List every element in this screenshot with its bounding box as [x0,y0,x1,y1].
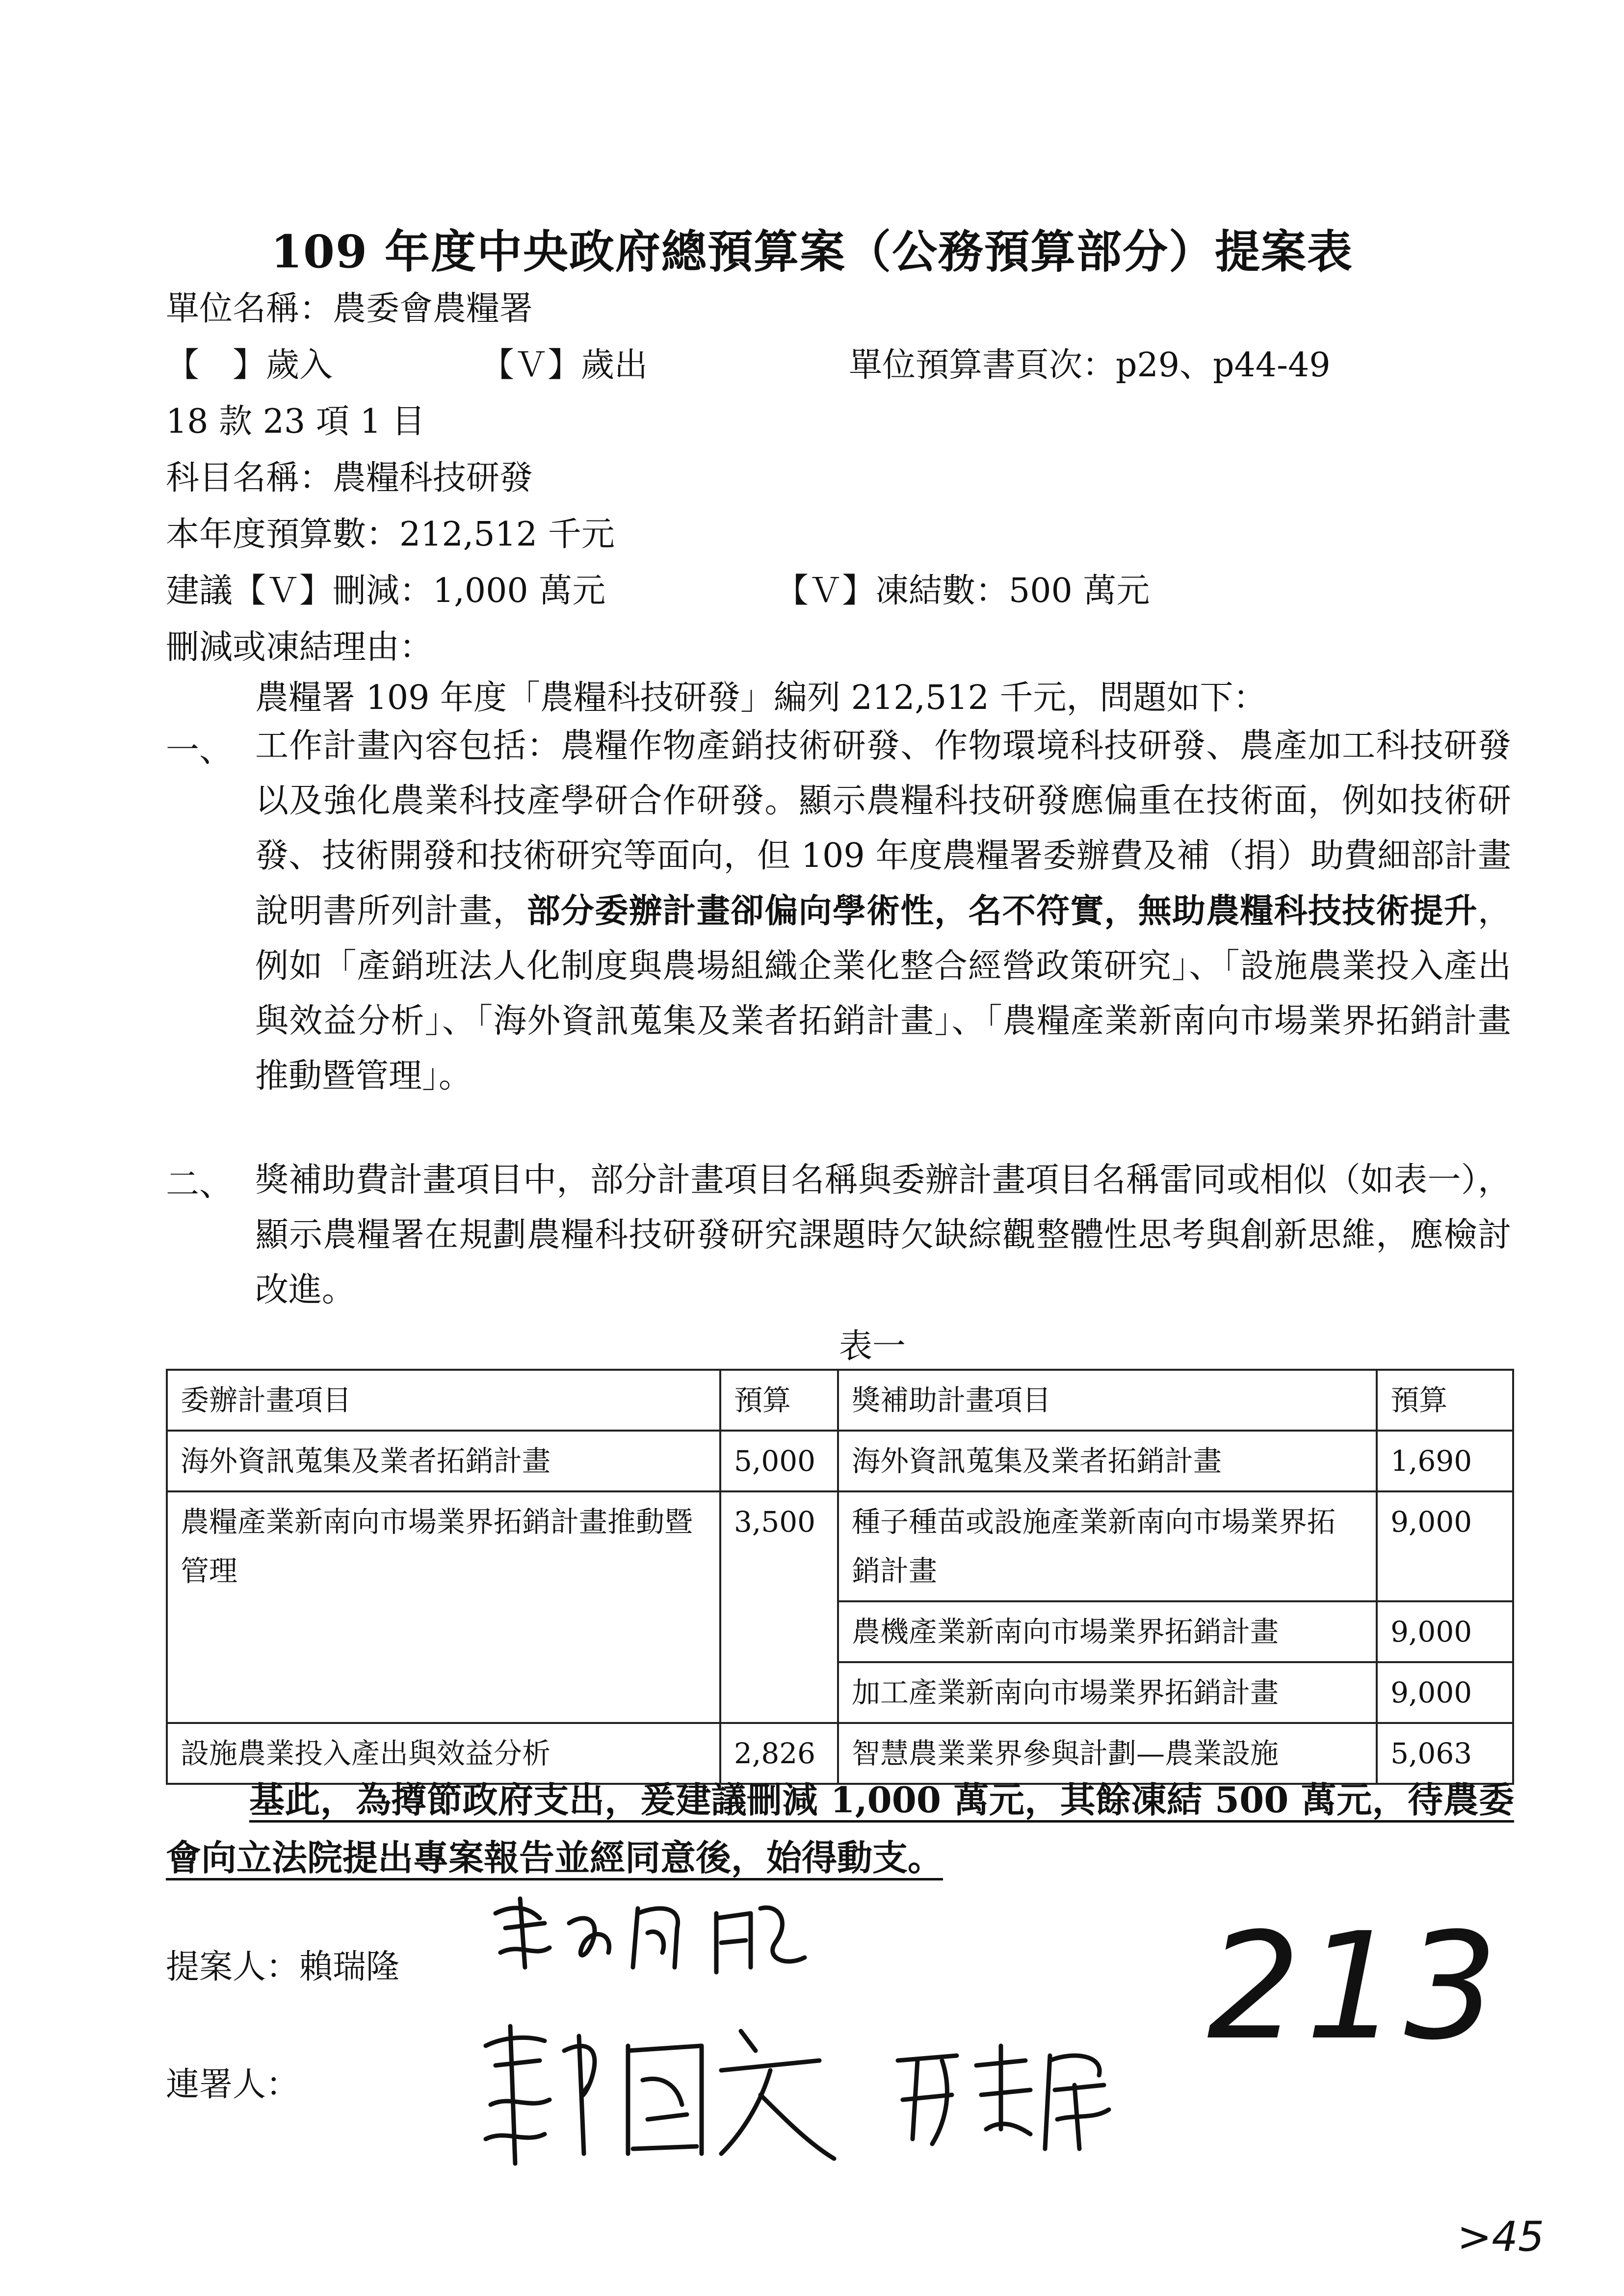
table-cell: 3,500 [720,1491,838,1723]
table-cell: 2,826 [720,1723,838,1784]
revenue-checkbox: 【 】歲入 [166,346,333,385]
table-header-row [167,1370,1513,1431]
expenditure-checkbox: 【Ｖ】歲出 [481,346,648,385]
point-1-label: 一、 [166,731,233,770]
table-cell: 智慧農業業界參與計劃—農業設施 [838,1723,1377,1784]
reason-intro: 農糧署 109 年度「農糧科技研發」編列 212,512 千元，問題如下： [255,678,1267,717]
reason-label: 刪減或凍結理由： [166,628,433,667]
cut-amount: 建議【Ｖ】刪減：1,000 萬元 [166,572,606,610]
point-2-label: 二、 [166,1165,233,1204]
point-1-text [255,719,1511,1104]
cosigner-signature-1 [466,2007,849,2183]
table-cell: 9,000 [1377,1601,1513,1662]
proposer: 提案人：賴瑞隆 [166,1948,400,1986]
table-cell: 農糧產業新南向市場業界拓銷計畫推動暨管理 [167,1491,720,1723]
header-budget: 預算 [720,1370,838,1431]
table-cell: 加工產業新南向市場業界拓銷計畫 [838,1662,1377,1723]
header-commissioned-item: 委辦計畫項目 [167,1370,720,1431]
table-cell: 設施農業投入產出與效益分析 [167,1723,720,1784]
header-subsidy-item: 獎補助計畫項目 [838,1370,1377,1431]
cosigner-signature-2 [888,2031,1124,2159]
page-title: 109 年度中央政府總預算案（公務預算部分）提案表 [270,225,1354,278]
table-row [167,1491,1513,1601]
point-2-text: 獎補助費計畫項目中，部分計畫項目名稱與委辦計畫項目名稱雷同或相似（如表一），顯示農糧署在規劃農糧科技研發研究課題時欠缺綜觀整體性思考與創新思維，應檢討改進。 [255,1161,1511,1309]
unit-name: 單位名稱：農委會農糧署 [166,289,533,328]
budget-comparison-table [166,1369,1514,1785]
table-cell: 農機產業新南向市場業界拓銷計畫 [838,1601,1377,1662]
freeze-amount: 【Ｖ】凍結數：500 萬元 [775,572,1150,610]
table-cell: 海外資訊蒐集及業者拓銷計畫 [167,1431,720,1491]
item-code: 18 款 23 項 1 目 [166,402,425,441]
header-budget: 預算 [1377,1370,1513,1431]
table-cell: 9,000 [1377,1491,1513,1601]
table-cell: 5,000 [720,1431,838,1491]
budget-amount: 本年度預算數：212,512 千元 [166,515,615,554]
table-cell: 海外資訊蒐集及業者拓銷計畫 [838,1431,1377,1491]
table-row [167,1431,1513,1491]
handwritten-number: 213 [1207,1901,1503,2072]
point-1-emphasis: 部分委辦計畫卻偏向學術性，名不符實，無助農糧科技技術提升 [526,891,1478,931]
cosigner-label: 連署人： [166,2065,300,2104]
budget-book-pages: 單位預算書頁次：p29、p44-49 [849,346,1331,385]
page-mark: >45 [1457,2213,1545,2261]
table-caption: 表一 [839,1327,906,1366]
point-1-text-a: 工作計畫內容包括：農糧作物產銷技術研發、作物環境科技研發、農產加工科技研發以及強化農業科技產學研合作研發。顯示農糧科技研發應偏重在技術面，例如技術研發、技術開發和技術研究等面向，但 109 年度農糧署委辦費及補（捐）助費細部計畫說明書所列計畫， [255,727,1511,931]
table-cell: 9,000 [1377,1662,1513,1723]
proposer-signature [486,1884,819,1992]
conclusion: 基此，為撙節政府支出，爰建議刪減 1,000 萬元，其餘凍結 500 萬元，待農委會向立法院提出專案報告並經同意後，始得動支。 [166,1779,1514,1879]
point-1-text-b: ，例如「產銷班法人化制度與農場組織企業化整合經營政策研究」、「設施農業投入產出與效益分析」、「海外資訊蒐集及業者拓銷計畫」、「農糧產業新南向市場業界拓銷計畫推動暨管理」。 [255,892,1511,1096]
table-cell: 1,690 [1377,1431,1513,1491]
table-cell: 種子種苗或設施產業新南向市場業界拓銷計畫 [838,1491,1377,1601]
subject-name: 科目名稱：農糧科技研發 [166,459,533,497]
table-cell: 5,063 [1377,1723,1513,1784]
